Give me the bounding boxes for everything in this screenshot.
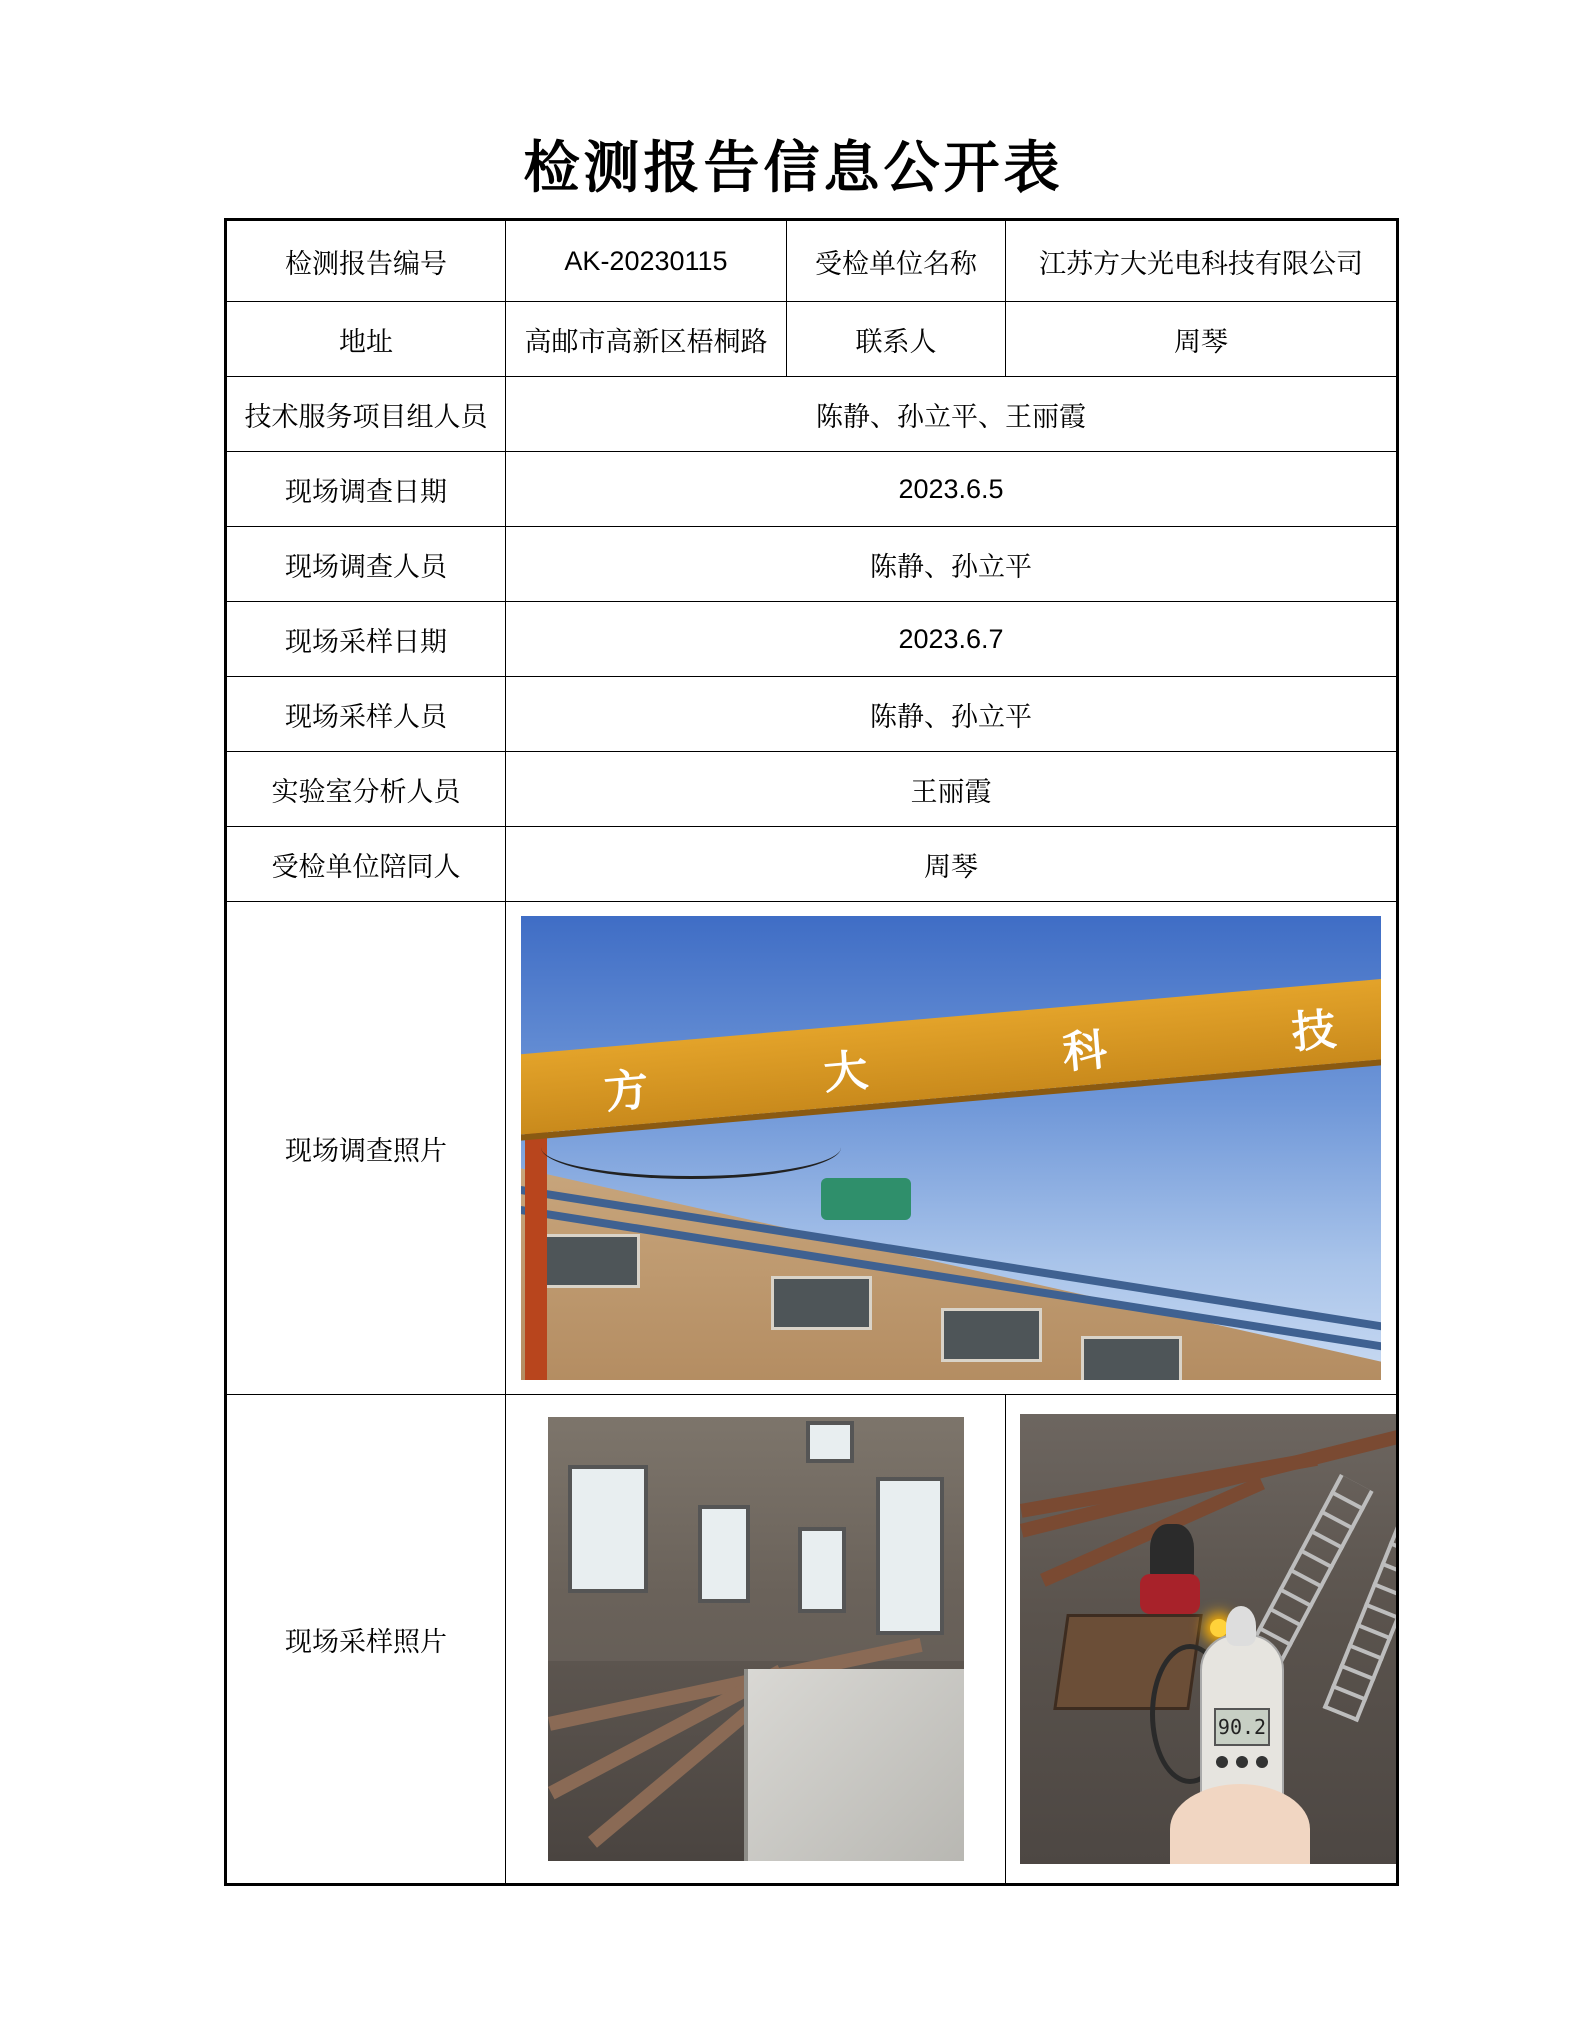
equipment-box xyxy=(744,1669,964,1861)
survey-staff-value: 陈静、孙立平 xyxy=(506,527,1398,602)
meter-button xyxy=(1216,1756,1228,1768)
table-row xyxy=(226,220,1398,302)
address-value: 高邮市高新区梧桐路 xyxy=(506,302,787,377)
crane-beam xyxy=(521,976,1381,1136)
meter-button xyxy=(1256,1756,1268,1768)
meter-photo xyxy=(1020,1414,1398,1864)
workshop-window xyxy=(806,1421,854,1463)
contact-label: 联系人 xyxy=(787,302,1006,377)
lab-staff-label: 实验室分析人员 xyxy=(226,752,506,827)
workshop-window xyxy=(876,1477,944,1635)
sampling-photo-label: 现场采样照片 xyxy=(226,1395,506,1885)
survey-photo-label: 现场调查照片 xyxy=(226,902,506,1395)
escort-value: 周琴 xyxy=(506,827,1398,902)
team-value: 陈静、孙立平、王丽霞 xyxy=(506,377,1398,452)
sampling-photo-cell-right xyxy=(1006,1395,1398,1885)
survey-staff-label: 现场调查人员 xyxy=(226,527,506,602)
hand xyxy=(1170,1784,1310,1864)
workshop-photo xyxy=(548,1417,964,1861)
report-no-label: 检测报告编号 xyxy=(226,220,506,302)
unit-value: 江苏方大光电科技有限公司 xyxy=(1006,220,1398,302)
table-row xyxy=(226,377,1398,452)
worker xyxy=(1140,1574,1200,1614)
unit-label: 受检单位名称 xyxy=(787,220,1006,302)
address-label: 地址 xyxy=(226,302,506,377)
sampling-staff-label: 现场采样人员 xyxy=(226,677,506,752)
table-row xyxy=(226,602,1398,677)
microphone-icon xyxy=(1226,1606,1256,1646)
workshop-window xyxy=(568,1465,648,1593)
table-row xyxy=(226,752,1398,827)
sampling-photo-cell-left xyxy=(506,1395,1006,1885)
crane-post xyxy=(525,1126,547,1380)
sampling-staff-value: 陈静、孙立平 xyxy=(506,677,1398,752)
lab-staff-value: 王丽霞 xyxy=(506,752,1398,827)
table-row xyxy=(226,902,1398,1395)
crane-sign-char: 大 xyxy=(821,1045,870,1100)
table-row xyxy=(226,827,1398,902)
survey-date-value: 2023.6.5 xyxy=(506,452,1398,527)
building-window xyxy=(1081,1336,1182,1380)
table-row xyxy=(226,1395,1398,1885)
table-row xyxy=(226,527,1398,602)
building-window xyxy=(771,1276,872,1330)
meter-display: 90.2 xyxy=(1214,1708,1270,1746)
table-row xyxy=(226,302,1398,377)
report-info-table xyxy=(224,218,1399,1886)
table-row xyxy=(226,452,1398,527)
meter-button xyxy=(1236,1756,1248,1768)
survey-photo-cell xyxy=(506,902,1398,1395)
sampling-date-label: 现场采样日期 xyxy=(226,602,506,677)
team-label: 技术服务项目组人员 xyxy=(226,377,506,452)
building-window xyxy=(941,1308,1042,1362)
table-row xyxy=(226,677,1398,752)
crane-sign-char: 技 xyxy=(1289,1004,1339,1059)
report-no-value: AK-20230115 xyxy=(506,220,787,302)
page-title: 检测报告信息公开表 xyxy=(523,135,1064,201)
crane-hoist xyxy=(821,1178,911,1220)
contact-value: 周琴 xyxy=(1006,302,1398,377)
crane-sign-char: 方 xyxy=(602,1064,651,1120)
crane-sign-char: 科 xyxy=(1060,1024,1109,1079)
escort-label: 受检单位陪同人 xyxy=(226,827,506,902)
crane-photo xyxy=(521,916,1381,1380)
workshop-window xyxy=(698,1505,750,1603)
building-window xyxy=(539,1234,640,1288)
workshop-window xyxy=(798,1527,846,1613)
survey-date-label: 现场调查日期 xyxy=(226,452,506,527)
sampling-date-value: 2023.6.7 xyxy=(506,602,1398,677)
